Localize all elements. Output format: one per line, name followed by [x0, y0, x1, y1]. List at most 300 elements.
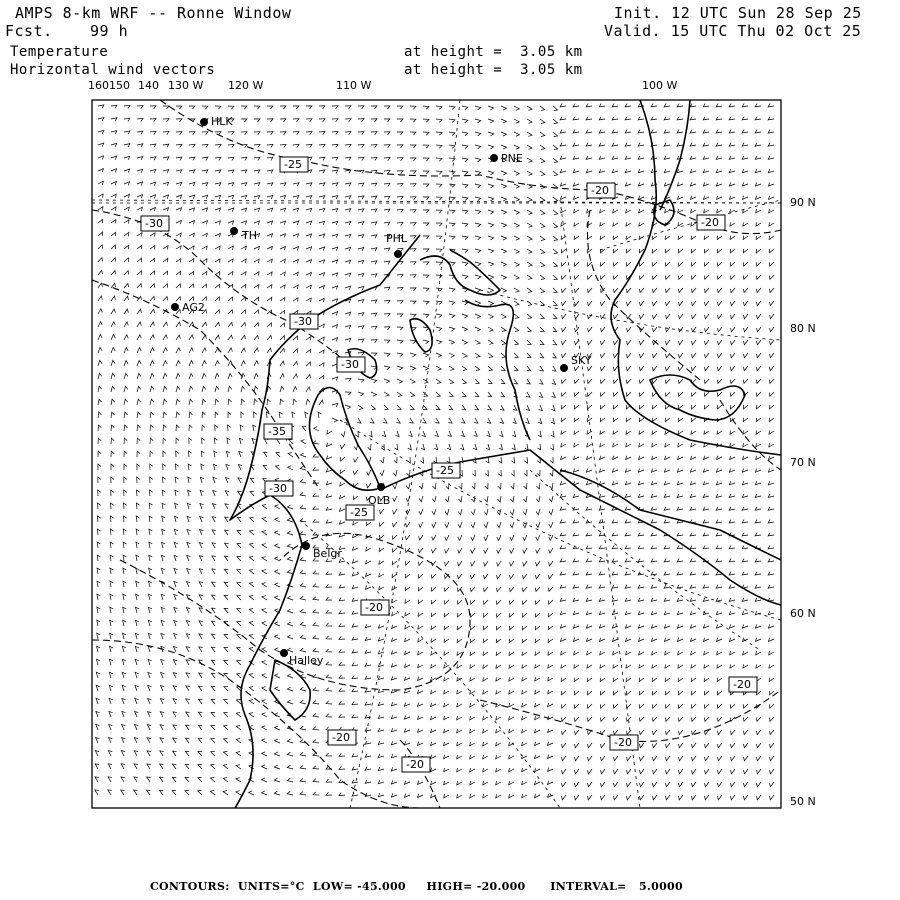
station-label-ag2: AG2 [182, 301, 205, 314]
wind-barb [718, 769, 723, 774]
wind-barb [404, 715, 410, 719]
wind-barb [431, 600, 436, 604]
wind-barb [601, 366, 606, 371]
wind-barb [703, 624, 709, 628]
lon-label-140: 140 [138, 79, 159, 92]
wind-barb [186, 725, 190, 730]
wind-barb [703, 546, 709, 549]
wind-barb [176, 195, 182, 199]
wind-barb [664, 507, 670, 510]
wind-barb [293, 221, 299, 225]
wind-barb [345, 286, 351, 290]
field-temperature: Temperature [10, 44, 109, 60]
wind-barb [743, 405, 748, 409]
wind-barb [613, 392, 618, 396]
wind-barb [756, 717, 761, 721]
wind-barb [213, 464, 217, 470]
wind-barb [730, 196, 736, 200]
wind-barb [379, 522, 384, 526]
wind-barb [176, 322, 181, 327]
wind-barb [756, 456, 761, 460]
wind-barb [705, 795, 710, 800]
wind-barb [613, 431, 618, 435]
wind-barb [462, 405, 466, 410]
wind-barb [679, 340, 684, 345]
wind-barb [275, 648, 280, 652]
wind-barb [186, 712, 190, 717]
wind-barb [614, 730, 619, 735]
wind-barb [459, 483, 462, 489]
station-label-halley: Halley [289, 654, 324, 667]
wind-barb [690, 546, 696, 549]
wind-barb [678, 379, 683, 384]
wind-barb [574, 418, 579, 422]
wind-barb [410, 340, 416, 344]
wind-barb [358, 132, 364, 135]
wind-barb [176, 412, 180, 418]
wind-barb [664, 624, 670, 628]
wind-barb [98, 464, 101, 470]
wind-barb [457, 768, 462, 772]
wind-barb [704, 379, 709, 384]
wind-barb [199, 608, 203, 613]
wind-barb [241, 386, 245, 392]
wind-barb [755, 104, 761, 107]
contour-label: -30 [269, 482, 287, 495]
wind-barb [293, 234, 299, 238]
wind-barb [664, 546, 670, 549]
wind-barb [679, 769, 684, 774]
wind-barb [293, 196, 299, 200]
wind-barb [262, 518, 267, 523]
wind-barb [319, 157, 325, 160]
wind-barb [224, 673, 228, 678]
wind-barb [124, 220, 129, 224]
wind-barb [639, 379, 644, 384]
wind-barb [111, 245, 116, 249]
wind-barb [743, 651, 748, 655]
wind-barb [371, 248, 377, 252]
wind-barb [472, 496, 475, 502]
lat-label-50n: 50 N [790, 795, 816, 808]
wind-barb [769, 379, 774, 384]
wind-barb [358, 405, 363, 410]
wind-barb [509, 703, 514, 707]
wind-barb [378, 793, 384, 797]
contour-info-footer: CONTOURS: UNITS=°C LOW= -45.000 HIGH= -20.000 INTERVAL= 5.0000 [150, 880, 683, 893]
wind-barb [332, 273, 338, 277]
wind-barb [743, 236, 748, 240]
wind-barb [716, 520, 722, 523]
wind-barb [293, 285, 298, 289]
wind-barb [651, 481, 657, 485]
wind-barb [358, 339, 364, 342]
wind-barb [199, 556, 203, 561]
wind-barb [600, 222, 605, 226]
wind-barb [626, 392, 631, 396]
wind-barb [690, 130, 696, 133]
wind-barb [457, 716, 462, 720]
wind-barb [300, 479, 306, 483]
wind-barb [664, 572, 670, 575]
wind-barb [614, 782, 619, 787]
wind-barb [744, 795, 749, 800]
wind-barb [483, 716, 488, 720]
wind-barb [369, 431, 372, 437]
wind-barb [460, 444, 464, 450]
wind-barb [718, 340, 723, 345]
wind-barb [562, 743, 567, 748]
wind-barb [98, 219, 103, 223]
wind-barb [431, 716, 436, 720]
wind-barb [601, 353, 606, 358]
wind-barb [96, 738, 100, 744]
wind-barb [370, 418, 374, 423]
wind-barb [562, 756, 567, 761]
station-label-pne: PNE [501, 152, 523, 165]
wind-barb [162, 490, 165, 496]
wind-barb [262, 505, 267, 510]
wind-barb [378, 637, 384, 641]
wind-barb [485, 483, 488, 489]
wind-barb [418, 574, 423, 578]
wind-barb [300, 779, 306, 783]
wind-barb [137, 182, 143, 186]
wind-barb [202, 271, 207, 275]
wind-barb [665, 651, 670, 655]
wind-barb [665, 262, 670, 266]
wind-barb [678, 651, 683, 655]
wind-barb [470, 755, 475, 759]
wind-barb [488, 392, 492, 397]
wind-barb [319, 337, 324, 341]
wind-barb [280, 144, 286, 147]
wind-barb [457, 794, 462, 798]
wind-barb [497, 509, 501, 515]
wind-barb [97, 633, 100, 639]
wind-barb [549, 522, 553, 528]
wind-barb [313, 493, 319, 496]
wind-barb [176, 208, 182, 212]
wind-barb [692, 353, 697, 358]
wind-barb [288, 466, 293, 470]
wind-barb [612, 533, 618, 536]
wind-barb [626, 443, 631, 447]
wind-barb [241, 157, 247, 160]
wind-barb [553, 158, 558, 163]
wind-barb [729, 481, 735, 485]
wind-barb [535, 626, 540, 630]
wind-barb [613, 717, 618, 721]
wind-barb [384, 119, 390, 122]
station-dot-phl [394, 250, 402, 258]
wind-barb [444, 794, 449, 798]
wind-barb [358, 209, 364, 213]
wind-barb [514, 262, 519, 266]
wind-barb [653, 288, 658, 293]
wind-barb [501, 184, 507, 188]
wind-barb [97, 516, 100, 522]
wind-barb [225, 491, 229, 496]
wind-barb [514, 119, 519, 123]
wind-barb [462, 366, 467, 371]
wind-barb [163, 399, 167, 405]
wind-barb [524, 470, 527, 476]
wind-barb [678, 431, 683, 435]
wind-barb [249, 596, 254, 601]
wind-barb [379, 548, 384, 552]
station-label-belgr: Belgr [313, 547, 342, 560]
wind-barb [405, 677, 411, 681]
wind-barb [461, 418, 465, 423]
wind-barb [639, 431, 644, 435]
wind-barb [174, 581, 178, 587]
wind-barb [501, 223, 507, 227]
wind-barb [444, 587, 449, 591]
wind-barb [499, 457, 502, 463]
wind-barb [341, 431, 345, 437]
wind-barb [600, 651, 605, 655]
wind-barb [601, 769, 606, 774]
wind-barb [189, 221, 195, 225]
wind-barb [449, 301, 455, 305]
wind-barb [274, 778, 280, 782]
wind-barb [313, 571, 319, 574]
wind-barb [228, 348, 232, 353]
wind-barb [523, 496, 527, 502]
wind-barb [326, 675, 332, 678]
wind-barb [717, 431, 722, 435]
wind-barb [652, 262, 657, 266]
wind-barb [664, 469, 670, 473]
wind-barb [137, 477, 140, 483]
wind-barb [293, 247, 299, 251]
wind-barb [404, 703, 410, 707]
wind-barb [587, 431, 592, 435]
wind-barb [109, 711, 113, 717]
wind-barb [423, 171, 429, 174]
wind-barb [497, 561, 501, 566]
wind-barb [96, 698, 100, 704]
wind-barb [768, 481, 774, 485]
wind-barb [501, 210, 507, 214]
wind-barb [716, 481, 722, 485]
wind-barb [679, 366, 684, 371]
wind-barb [586, 559, 592, 562]
wind-barb [755, 481, 761, 485]
wind-barb [551, 405, 555, 411]
wind-barb [560, 559, 566, 562]
wind-barb [731, 353, 736, 358]
wind-barb [665, 638, 671, 642]
wind-barb [111, 181, 116, 185]
wind-barb [137, 207, 142, 211]
wind-barb [137, 131, 143, 134]
wind-barb [755, 572, 761, 575]
wind-barb [588, 301, 593, 306]
wind-barb [319, 183, 325, 186]
wind-barb [267, 310, 272, 314]
wind-barb [561, 651, 566, 655]
wind-barb [345, 234, 351, 238]
wind-barb [123, 633, 127, 639]
wind-barb [98, 143, 104, 147]
wind-barb [201, 464, 204, 470]
wind-barb [345, 209, 351, 213]
wind-barb [730, 704, 735, 708]
wind-barb [124, 373, 128, 379]
wind-barb [404, 742, 410, 746]
wind-barb [600, 405, 605, 409]
wind-barb [445, 561, 450, 566]
wind-barb [677, 624, 683, 628]
wind-barb [249, 700, 254, 705]
wind-barb [461, 431, 465, 437]
wind-barb [755, 507, 761, 510]
wind-barb [743, 704, 748, 708]
wind-barb [280, 106, 286, 109]
wind-barb [237, 569, 241, 574]
wind-barb [237, 621, 241, 626]
wind-barb [458, 574, 463, 579]
wind-barb [755, 117, 761, 120]
wind-barb [613, 275, 618, 279]
wind-barb [612, 624, 618, 628]
wind-barb [444, 755, 449, 759]
wind-barb [224, 725, 228, 730]
wind-barb [163, 297, 168, 302]
wind-barb [527, 314, 532, 319]
wind-barb [470, 690, 475, 694]
wind-barb [561, 638, 567, 642]
wind-barb [457, 755, 462, 759]
wind-barb [512, 444, 516, 450]
wind-barb [254, 157, 260, 160]
wind-barb [691, 704, 696, 708]
lat-label-60n: 60 N [790, 607, 816, 620]
wind-barb [98, 169, 103, 173]
wind-barb [448, 431, 452, 437]
wind-barb [111, 503, 114, 509]
wind-barb [254, 170, 260, 173]
wind-barb [501, 275, 506, 279]
wind-barb [483, 639, 488, 643]
wind-barb [540, 366, 544, 371]
wind-barb [527, 145, 532, 149]
wind-barb [391, 663, 397, 667]
wind-barb [471, 535, 475, 541]
wind-barb [449, 379, 454, 384]
wind-barb [384, 314, 390, 317]
wind-barb [692, 769, 697, 774]
wind-barb [215, 386, 219, 392]
wind-barb [501, 288, 506, 292]
wind-barb [148, 594, 152, 600]
wind-barb [136, 542, 139, 548]
wind-barb [267, 183, 273, 186]
wind-barb [514, 353, 518, 358]
wind-barb [163, 361, 167, 367]
wind-barb [162, 477, 165, 483]
wind-barb [150, 119, 156, 122]
wind-barb [768, 533, 774, 536]
wind-barb [540, 145, 545, 150]
wind-barb [137, 233, 142, 237]
wind-barb [121, 764, 125, 769]
wind-barb [627, 340, 632, 345]
wind-barb [241, 348, 245, 353]
wind-barb [716, 156, 722, 160]
wind-barb [651, 611, 657, 615]
wind-barb [526, 405, 530, 410]
wind-barb [249, 622, 254, 627]
wind-barb [483, 703, 488, 707]
wind-barb [254, 386, 258, 392]
wind-barb [561, 691, 566, 695]
lat-label-90n: 90 N [790, 196, 816, 209]
wind-barb [185, 790, 189, 795]
wind-barb [176, 284, 181, 288]
wind-barb [241, 195, 247, 199]
wind-barb [345, 405, 351, 409]
wind-barb [173, 699, 177, 704]
wind-barb [679, 743, 684, 748]
wind-barb [483, 755, 488, 759]
wind-barb [111, 412, 115, 418]
wind-barb [462, 236, 468, 240]
height-temperature: at height = 3.05 km [404, 44, 583, 60]
wind-barb [601, 301, 606, 306]
wind-barb [215, 297, 220, 301]
wind-barb [306, 144, 312, 147]
wind-barb [575, 301, 580, 306]
wind-barb [189, 361, 193, 367]
wind-barb [553, 106, 558, 111]
wind-barb [510, 522, 514, 528]
wind-barb [449, 392, 453, 397]
wind-barb [562, 340, 567, 345]
wind-barb [436, 262, 442, 265]
wind-barb [560, 572, 566, 575]
wind-barb [137, 438, 140, 444]
wind-barb [501, 132, 507, 136]
wind-barb [652, 678, 657, 682]
wind-barb [228, 144, 234, 147]
wind-barb [137, 258, 142, 262]
wind-barb [462, 171, 468, 175]
wind-barb [202, 425, 205, 431]
wind-barb [690, 572, 696, 575]
wind-barb [731, 743, 736, 748]
wind-barb [625, 546, 631, 549]
wind-barb [226, 464, 230, 470]
wind-barb [488, 366, 493, 371]
wind-barb [509, 665, 514, 669]
wind-barb [560, 117, 566, 120]
wind-barb [626, 664, 631, 668]
wind-barb [458, 535, 462, 540]
wind-barb [293, 132, 299, 135]
wind-barb [110, 516, 113, 522]
wind-barb [236, 791, 241, 795]
wind-barb [327, 443, 333, 447]
wind-barb [418, 638, 423, 642]
wind-barb [677, 169, 683, 173]
wind-barb [510, 509, 514, 515]
wind-barb [123, 620, 127, 626]
wind-barb [241, 170, 247, 173]
wind-barb [147, 777, 151, 782]
